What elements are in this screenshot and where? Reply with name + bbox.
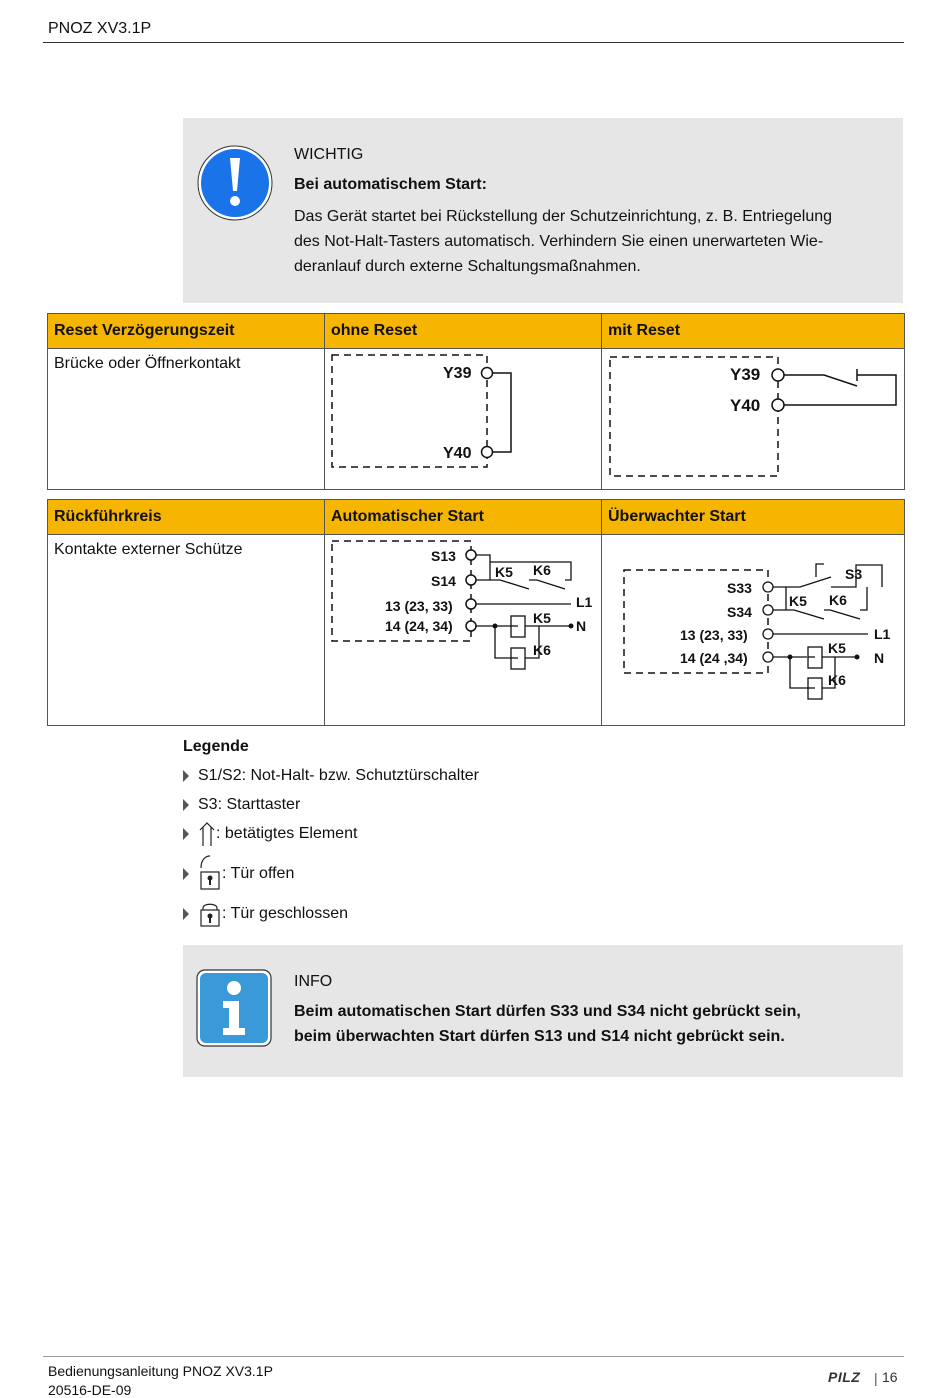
info-title: INFO bbox=[294, 973, 333, 990]
warning-body bbox=[294, 204, 894, 279]
legend-item bbox=[183, 796, 300, 814]
info-body bbox=[294, 999, 894, 1049]
door-closed-icon bbox=[198, 900, 222, 928]
legend-item-text: S1/S2: Not-Halt- bzw. Schutztürschalter bbox=[198, 767, 479, 784]
terminal-label: S34 bbox=[727, 604, 752, 620]
table-header: Reset Verzögerungszeit bbox=[48, 314, 325, 349]
legend-item bbox=[183, 855, 294, 893]
contact-label: K5 bbox=[789, 593, 807, 609]
bullet-arrow-icon bbox=[183, 799, 189, 811]
terminal-label: 13 (23, 33) bbox=[385, 598, 453, 614]
wiring-diagram bbox=[602, 349, 904, 489]
row-label: Brücke oder Öffnerkontakt bbox=[48, 349, 325, 490]
footer-separator: | bbox=[874, 1370, 878, 1386]
supply-label: L1 bbox=[874, 626, 891, 642]
diagram-monitored-start bbox=[602, 535, 905, 726]
warning-line: deranlauf durch externe Schaltungsmaßnahmen. bbox=[294, 258, 641, 275]
coil-label: K5 bbox=[828, 640, 846, 656]
diagram-ohne-reset bbox=[325, 349, 602, 490]
row-label: Kontakte externer Schütze bbox=[48, 535, 325, 726]
terminal-label: Y40 bbox=[730, 396, 761, 415]
bullet-arrow-icon bbox=[183, 828, 189, 840]
terminal-label: 14 (24, 34) bbox=[385, 618, 453, 634]
terminal-label: 14 (24 ,34) bbox=[680, 650, 748, 666]
table-header: Automatischer Start bbox=[325, 500, 602, 535]
supply-label: L1 bbox=[576, 594, 593, 610]
terminal-label: Y39 bbox=[443, 365, 472, 382]
button-label: S3 bbox=[845, 566, 863, 582]
warning-notice bbox=[183, 118, 903, 303]
footer-divider bbox=[43, 1356, 904, 1357]
contact-label: K6 bbox=[533, 562, 551, 578]
legend-item-text: : Tür geschlossen bbox=[222, 905, 348, 922]
table-header: Rückführkreis bbox=[48, 500, 325, 535]
bullet-arrow-icon bbox=[183, 908, 189, 920]
table-header: Überwachter Start bbox=[602, 500, 905, 535]
info-line: beim überwachten Start dürfen S13 und S14 nicht gebrückt sein. bbox=[294, 1028, 785, 1045]
supply-label: N bbox=[576, 618, 587, 634]
info-line: Beim automatischen Start dürfen S33 und S34 nicht gebrückt sein, bbox=[294, 1003, 801, 1020]
feedback-circuit-table bbox=[47, 499, 905, 726]
terminal-label: Y39 bbox=[730, 365, 761, 384]
legend-item bbox=[183, 900, 348, 928]
terminal-label: Y40 bbox=[443, 445, 472, 462]
terminal-label: S13 bbox=[431, 548, 456, 564]
wiring-diagram bbox=[602, 535, 904, 725]
legend-item-text: : Tür offen bbox=[222, 865, 295, 882]
terminal-label: 13 (23, 33) bbox=[680, 627, 748, 643]
coil-label: K6 bbox=[828, 672, 846, 688]
header-divider bbox=[43, 42, 904, 43]
legend-title: Legende bbox=[183, 738, 249, 755]
legend-item bbox=[183, 822, 357, 846]
reset-delay-table bbox=[47, 313, 905, 490]
bullet-arrow-icon bbox=[183, 770, 189, 782]
contact-label: K5 bbox=[495, 564, 513, 580]
warning-title: WICHTIG bbox=[294, 146, 364, 163]
warning-line: Das Gerät startet bei Rückstellung der Schutzeinrichtung, z. B. Entriegelung bbox=[294, 208, 833, 225]
legend-item-text: : betätigtes Element bbox=[216, 825, 358, 842]
pilz-logo: PILZ bbox=[828, 1369, 861, 1385]
legend-item-text: S3: Starttaster bbox=[198, 796, 301, 813]
wiring-diagram bbox=[325, 349, 601, 489]
diagram-automatic-start bbox=[325, 535, 602, 726]
door-open-icon bbox=[198, 855, 222, 893]
actuated-element-icon bbox=[198, 822, 216, 846]
terminal-label: S33 bbox=[727, 580, 752, 596]
warning-subtitle: Bei automatischem Start: bbox=[294, 176, 487, 193]
terminal-label: S14 bbox=[431, 573, 456, 589]
info-notice bbox=[183, 945, 903, 1077]
supply-label: N bbox=[874, 650, 885, 666]
wiring-diagram bbox=[325, 535, 601, 725]
exclamation-icon bbox=[197, 145, 273, 221]
footer-doc-title: Bedienungsanleitung PNOZ XV3.1P bbox=[48, 1363, 273, 1379]
footer-doc-number: 20516-DE-09 bbox=[48, 1382, 132, 1398]
coil-label: K5 bbox=[533, 610, 551, 626]
info-icon bbox=[196, 969, 272, 1047]
page-header-title: PNOZ XV3.1P bbox=[48, 20, 152, 37]
page-number: 16 bbox=[882, 1369, 898, 1385]
warning-line: des Not-Halt-Tasters automatisch. Verhindern Sie einen unerwarteten Wie- bbox=[294, 233, 824, 250]
diagram-mit-reset bbox=[602, 349, 905, 490]
table-header: ohne Reset bbox=[325, 314, 602, 349]
contact-label: K6 bbox=[829, 592, 847, 608]
legend-item bbox=[183, 767, 479, 785]
bullet-arrow-icon bbox=[183, 868, 189, 880]
coil-label: K6 bbox=[533, 642, 551, 658]
table-header: mit Reset bbox=[602, 314, 905, 349]
